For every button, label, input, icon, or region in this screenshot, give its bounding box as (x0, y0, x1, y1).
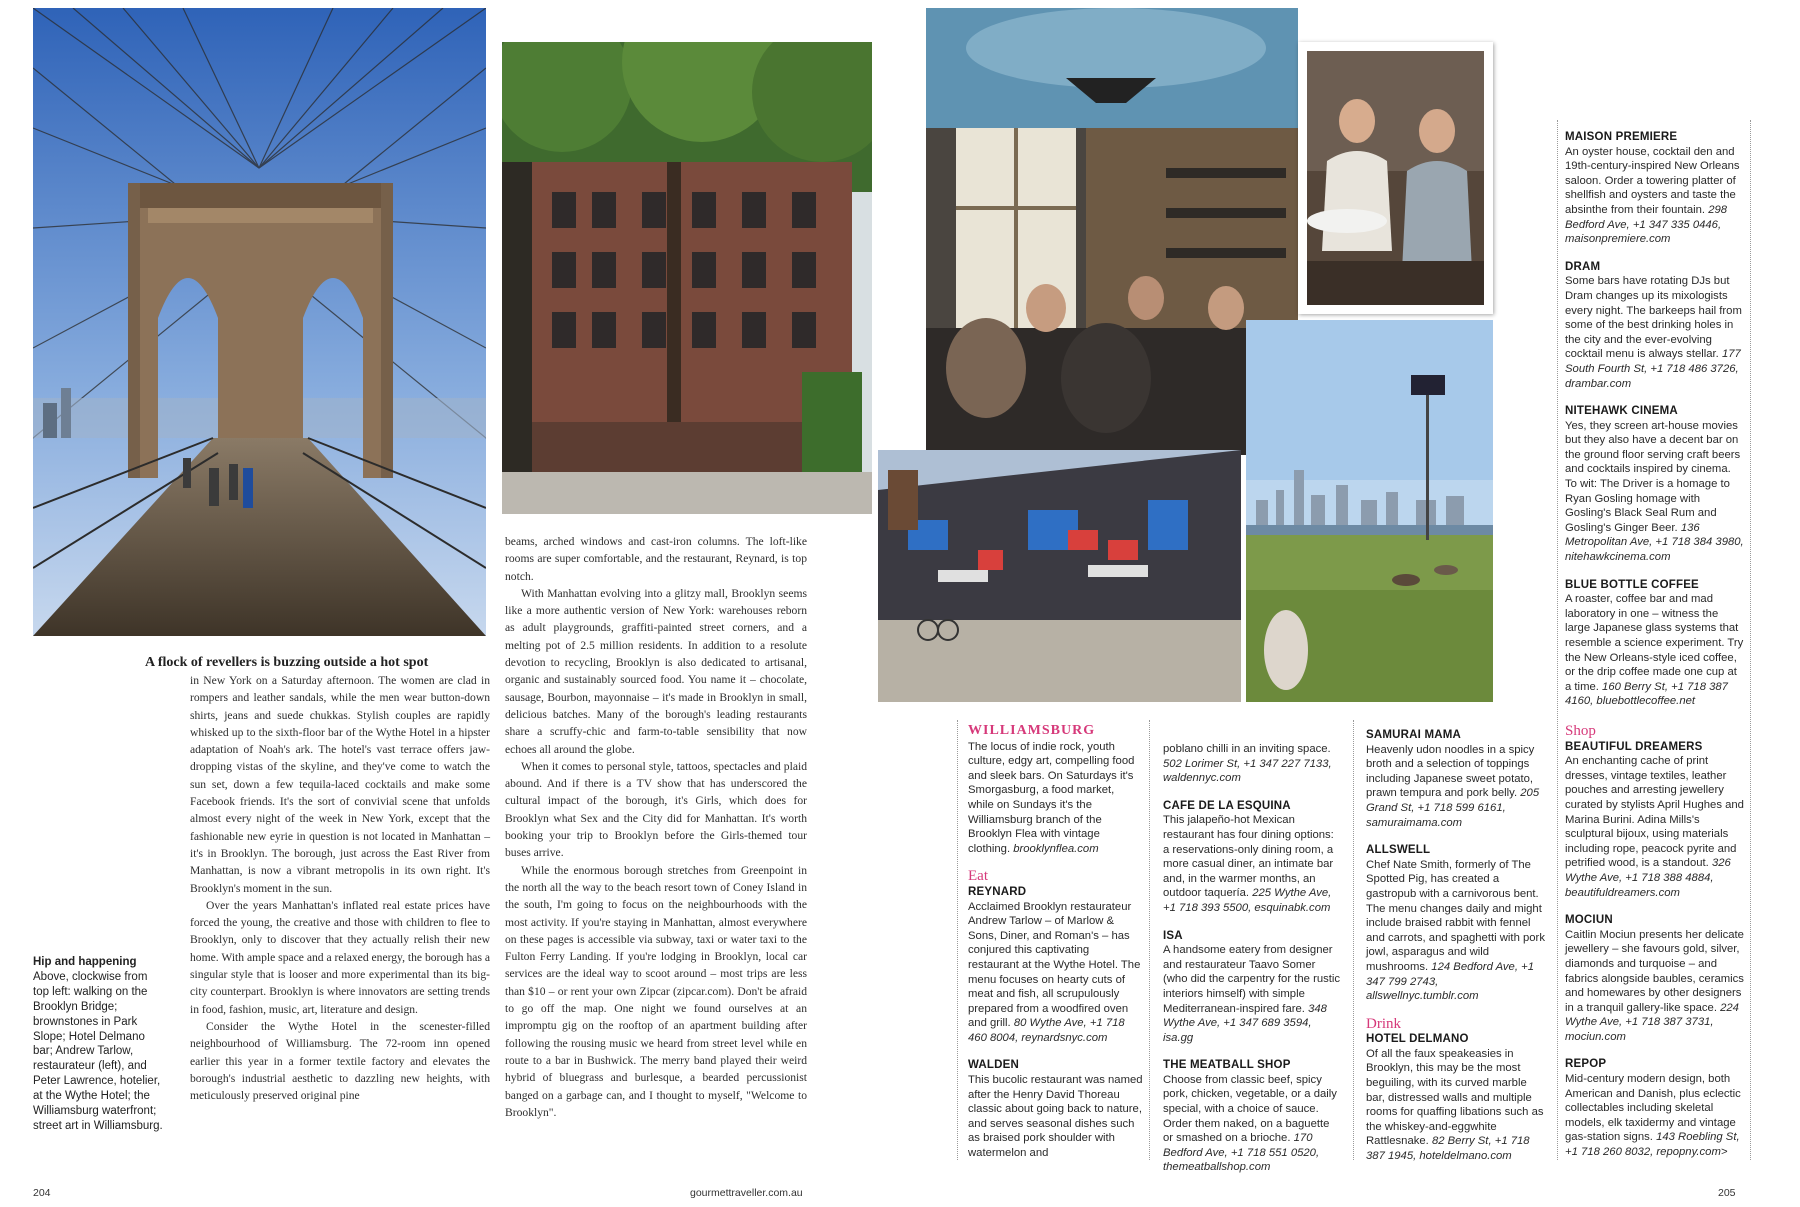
listing-name: THE MEATBALL SHOP (1163, 1059, 1291, 1072)
column-divider (1149, 720, 1150, 1160)
section-title-williamsburg: WILLIAMSBURG (968, 723, 1096, 738)
article-paragraph: Consider the Wythe Hotel in the scenester-filled neighbourhood of Williamsburg. The 72-room inn opened earlier this year in a former textile factory and elevates the borough's industrial aesthetic to dazzling new heights, with meticulously preserved original pine (190, 1019, 490, 1103)
page-number-left: 204 (33, 1187, 51, 1199)
listing-address: 124 Bedford Ave, +1 347 799 2743, allswellnyc.tumblr.com (1366, 960, 1534, 1003)
listing-name: HOTEL DELMANO (1366, 1033, 1469, 1046)
listing-name: NITEHAWK CINEMA (1565, 405, 1678, 418)
listing-address: 80 Wythe Ave, +1 718 460 8004, reynardsnyc.com (968, 1017, 1125, 1044)
photo-brownstones (502, 42, 872, 514)
caption-text: Above, clockwise from top left: walking on the Brooklyn Bridge; brownstones in Park Slope; Hotel Delmano bar; Andrew Tarlow, restaurateur (left), and Peter Lawrence, hotelier, at the Wythe Hotel; the Williamsburg waterfront; street art in Williamsburg. (33, 970, 163, 1132)
listing-name: ALLSWELL (1366, 844, 1431, 857)
guide-column-5 (1565, 724, 1745, 1173)
listing-beautiful-dreamers (1565, 740, 1745, 901)
article-paragraph: When it comes to personal style, tattoos, spectacles and plaid abound. And if there is a TV show that has underscored the cultural impact of the borough, it's Girls, which does for Brooklyn what Sex and the City did for Manhattan. It's worth booking your trip to Brooklyn before the Girls-themed tour buses arrive. (505, 759, 807, 860)
listing-hotel-delmano (1366, 1032, 1546, 1163)
listing-text: poblano chilli in an inviting space. (1163, 743, 1331, 755)
listing-name: CAFE DE LA ESQUINA (1163, 799, 1291, 812)
article-lede: A flock of revellers is buzzing outside a hot spot (145, 655, 429, 670)
listing-text: An oyster house, cocktail den and 19th-century-inspired New Orleans saloon. Order a towering platter of shellfish and oysters and taste the absinthe from their fountain. (1565, 145, 1740, 216)
listing-name: DRAM (1565, 260, 1601, 273)
listing-address: 224 Wythe Ave, +1 718 387 3731, mociun.com (1565, 1001, 1739, 1043)
photo-street-art (878, 450, 1241, 702)
listing-name: REPOP (1565, 1058, 1607, 1071)
guide-intro-address: brooklynflea.com (1013, 842, 1099, 855)
column-divider (1557, 120, 1558, 1160)
listing-name: MOCIUN (1565, 914, 1613, 927)
guide-column-1 (968, 724, 1143, 1174)
column-divider (957, 720, 958, 1160)
listing-text: Choose from classic beef, spicy pork, chicken, vegetable, or a daily special, with a choice of sauce. Order them naked, on a baguette or smashed on a brioche. (1163, 1073, 1337, 1145)
listing-name: MAISON PREMIERE (1565, 131, 1678, 143)
listing-text: Chef Nate Smith, formerly of The Spotted Pig, has created a gastropub with a carnivorous bent. The menu changes daily and might include braised rabbit with fennel and carrots, and spaghetti with pork jowl, asparagus and wild mushrooms. (1366, 858, 1545, 973)
listing-text: Some bars have rotating DJs but Dram changes up its mixologists every night. The barkeeps hail from some of the best drinking holes in the city and the ever-evolving cocktail menu is always stellar. (1565, 275, 1742, 361)
footer-website: gourmettraveller.com.au (690, 1187, 803, 1199)
listing-address: 298 Bedford Ave, +1 347 335 0446, maisonpremiere.com (1565, 203, 1728, 246)
photo-brooklyn-bridge (33, 8, 486, 636)
listing-address: 502 Lorimer St, +1 347 227 7133, waldennyc.com (1163, 757, 1332, 785)
listing-name: BEAUTIFUL DREAMERS (1565, 740, 1703, 753)
listing-cafe-de-la-esquina (1163, 799, 1341, 916)
article-paragraph: With Manhattan evolving into a glitzy mall, Brooklyn seems like a more authentic version of New York: warehouses reborn as adult playgrounds, graffiti-painted street corners, and a melting pot of 2.5 million residents. In addition to a resolute devotion to recycling, Brooklyn is also dedicated to artisanal, organic and sustainably sourced food. You name it – chocolate, sausage, Bourbon, mayonnaise – it's made in Brooklyn in small, delicious batches. Many of the borough's leading restaurants share a scruffy-chic and farm-to-table sensibility that now echoes all around the globe. (505, 586, 807, 756)
article-paragraph: While the enormous borough stretches from Greenpoint in the north all the way to the beach resort town of Coney Island in the south, I'm going to focus on the neighbourhoods with the most activity. If you're staying in Manhattan, almost everywhere on these pages is accessible via subway, taxi or water taxi to the Fulton Ferry Landing. If you're lodging in Brooklyn, local car services are the ideal way to scoot around – most trips are less than $10 – or rent your own Zipcar (zipcar.com). Don't be afraid to go off the map. One night we found ourselves at an impromptu gig on the rooftop of an apartment building after following the rousing music we heard from street level while en route to a bar in Bushwick. The merry band played their weird hybrid of bluegrass and burlesque, a bearded percussionist banged on a garbage can, and I thought to myself, "Welcome to Brooklyn". (505, 863, 807, 1119)
listing-text: Acclaimed Brooklyn restaurateur Andrew Tarlow – of Marlow & Sons, Diner, and Roman's – has conjured this captivating restaurant at the Wythe Hotel. The menu focuses on hearty cuts of meat and fish, all scrupulously prepared from a woodfired oven and grill. (968, 900, 1141, 1030)
listing-reynard (968, 885, 1143, 1046)
photo-williamsburg-waterfront (1246, 320, 1493, 702)
listing-address: 225 Wythe Ave, +1 718 393 5500, esquinabk.com (1163, 887, 1332, 914)
listing-text: This jalapeño-hot Mexican restaurant has four dining options: a reservations-only dining room, a more casual diner, an intimate bar and, in the warmer months, an outdoor taquería. (1163, 814, 1334, 900)
photo-tarlow-lawrence (1298, 42, 1493, 314)
listing-address: 82 Berry St, +1 718 387 1945, hoteldelmano.com (1366, 1135, 1530, 1163)
column-divider (1353, 720, 1354, 1160)
listing-mociun (1565, 913, 1745, 1044)
guide-column-3 (1366, 728, 1546, 1177)
listing-address: 205 Grand St, +1 718 599 6161, samuraimama.com (1366, 787, 1540, 829)
listing-text: A roaster, coffee bar and mad laboratory in one – witness the large Japanese glass systems that resemble a science experiment. Try the New Orleans-style iced coffee, or the drip coffee made one cup at a time. (1565, 593, 1744, 693)
listing-text: A handsome eatery from designer and restaurateur Taavo Somer (who did the carpentry for the rustic interiors himself) with simple Mediterranean-inspired fare. (1163, 944, 1341, 1015)
section-title-drink: Drink (1366, 1015, 1401, 1032)
listing-maison-premiere (1565, 130, 1745, 247)
guide-column-4 (1565, 130, 1745, 722)
photo-hotel-delmano-bar (926, 8, 1298, 455)
listing-the-meatball-shop (1163, 1058, 1341, 1175)
caption-heading: Hip and happening (33, 956, 137, 968)
section-title-shop: Shop (1565, 723, 1596, 739)
listing-samurai-mama (1366, 728, 1546, 830)
listing-address: 326 Wythe Ave, +1 718 388 4884, beautifuldreamers.com (1565, 857, 1731, 899)
article-paragraph: Over the years Manhattan's inflated real estate prices have forced the young, the creative and those with children to flee to Brooklyn, only to discover that they actually relish their new home. With ample space and a relaxed energy, the borough has a singular style that is looser and more experimental than its big-city counterpart. Brooklyn is where innovators are setting trends in food, fashion, music, art, literature and design. (190, 898, 491, 1016)
listing-address: 143 Roebling St, +1 718 260 8032, repopny.com> (1565, 1131, 1740, 1159)
listing-text: Caitlin Mociun presents her delicate jewellery – she favours gold, silver, diamonds and turquoise – and fabrics alongside baubles, ceramics and homewares by other designers in a tranquil gallery-like space. (1565, 928, 1744, 1014)
page-number-right: 205 (1718, 1187, 1736, 1199)
listing-text: Heavenly udon noodles in a spicy broth and a selection of toppings including Japanese sweet potato, prawn tempura and pork belly. (1366, 743, 1535, 800)
guide-column-2 (1163, 742, 1341, 1188)
article-paragraph: in New York on a Saturday afternoon. The women are clad in rompers and leather sandals, while the men wear button-down shirts, jeans and suede chukkas. Stylish couples are rapidly whisked up to the sixth-floor bar of the Wythe Hotel in a hipster adaptation of Noah's ark. The hotel's vast terrace offers jaw-dropping vistas of the skyline, and they've come to watch the sun set, down a few tequila-laced cocktails and make some Facebook friends. It's the sort of convivial scene that unfolds almost every night of the week in New York, except that the fashionable new eyrie in question is not located in Manhattan – it's in Brooklyn. The borough, just across the East River from Manhattan, is now a vibrant metropolis in its own right. It's Brooklyn's moment in the sun. (190, 674, 490, 895)
listing-text: An enchanting cache of print dresses, vintage textiles, leather pouches and arresting jewellery curated by stylists April Hughes and Marina Burini. Adina Mills's sculptural bijoux, using materials including rope, peacock pyrite and petrified wood, is a standout. (1565, 755, 1744, 870)
listing-blue-bottle-coffee (1565, 578, 1745, 709)
listing-text: Of all the faux speakeasies in Brooklyn, this may be the most beguiling, with its curved marble bar, distressed walls and multiple rooms for quaffing libations such as the whiskey-and-eggwhite Rattlesnake. (1366, 1047, 1544, 1148)
listing-name: WALDEN (968, 1059, 1020, 1072)
photo-caption (33, 955, 163, 1134)
listing-walden (968, 1058, 1143, 1160)
listing-address: 348 Wythe Ave, +1 347 689 3594, isa.gg (1163, 1002, 1327, 1044)
listing-dram (1565, 260, 1745, 391)
article-column-1 (190, 672, 490, 1104)
column-divider (1750, 120, 1751, 1160)
article-paragraph: beams, arched windows and cast-iron columns. The loft-like rooms are super comfortable, and the restaurant, Reynard, is top notch. (505, 535, 807, 583)
listing-repop (1565, 1057, 1745, 1159)
guide-intro-text: The locus of indie rock, youth culture, edgy art, compelling food and sleek bars. On Saturdays it's Smorgasburg, a food market, while on Sundays it's the Williamsburg branch of the Brooklyn Flea with vintage clothing. (968, 740, 1135, 855)
listing-address: 136 Metropolitan Ave, +1 718 384 3980, nitehawkcinema.com (1565, 521, 1744, 564)
listing-name: REYNARD (968, 885, 1027, 898)
listing-text: Yes, they screen art-house movies but they also have a decent bar on the ground floor serving craft beers and cocktails inspired by cinema. To wit: The Driver is a homage to Ryan Gosling homage with Gosling's Black Seal Rum and Gosling's Ginger Beer. (1565, 419, 1741, 534)
guide-intro (968, 740, 1143, 857)
article-column-2 (505, 533, 807, 1121)
listing-address: 177 South Fourth St, +1 718 486 3726, drambar.com (1565, 348, 1741, 390)
section-title-eat: Eat (968, 868, 988, 885)
listing-name: ISA (1163, 929, 1183, 942)
listing-name: SAMURAI MAMA (1366, 729, 1462, 741)
listing-address: 160 Berry St, +1 718 387 4160, bluebottlecoffee.net (1565, 680, 1728, 708)
listing-allswell (1366, 843, 1546, 1004)
listing-walden-continued (1163, 742, 1341, 786)
listing-text: Mid-century modern design, both American and Danish, plus eclectic collectables including skeletal models, elk taxidermy and vintage gas-station signs. (1565, 1073, 1741, 1144)
listing-address: 170 Bedford Ave, +1 718 551 0520, themeatballshop.com (1163, 1132, 1320, 1174)
listing-text: This bucolic restaurant was named after the Henry David Thoreau classic about going back to nature, and serves seasonal dishes such as braised pork shoulder with watermelon and (968, 1074, 1143, 1160)
listing-isa (1163, 929, 1341, 1046)
listing-nitehawk-cinema (1565, 404, 1745, 565)
listing-name: BLUE BOTTLE COFFEE (1565, 578, 1699, 591)
